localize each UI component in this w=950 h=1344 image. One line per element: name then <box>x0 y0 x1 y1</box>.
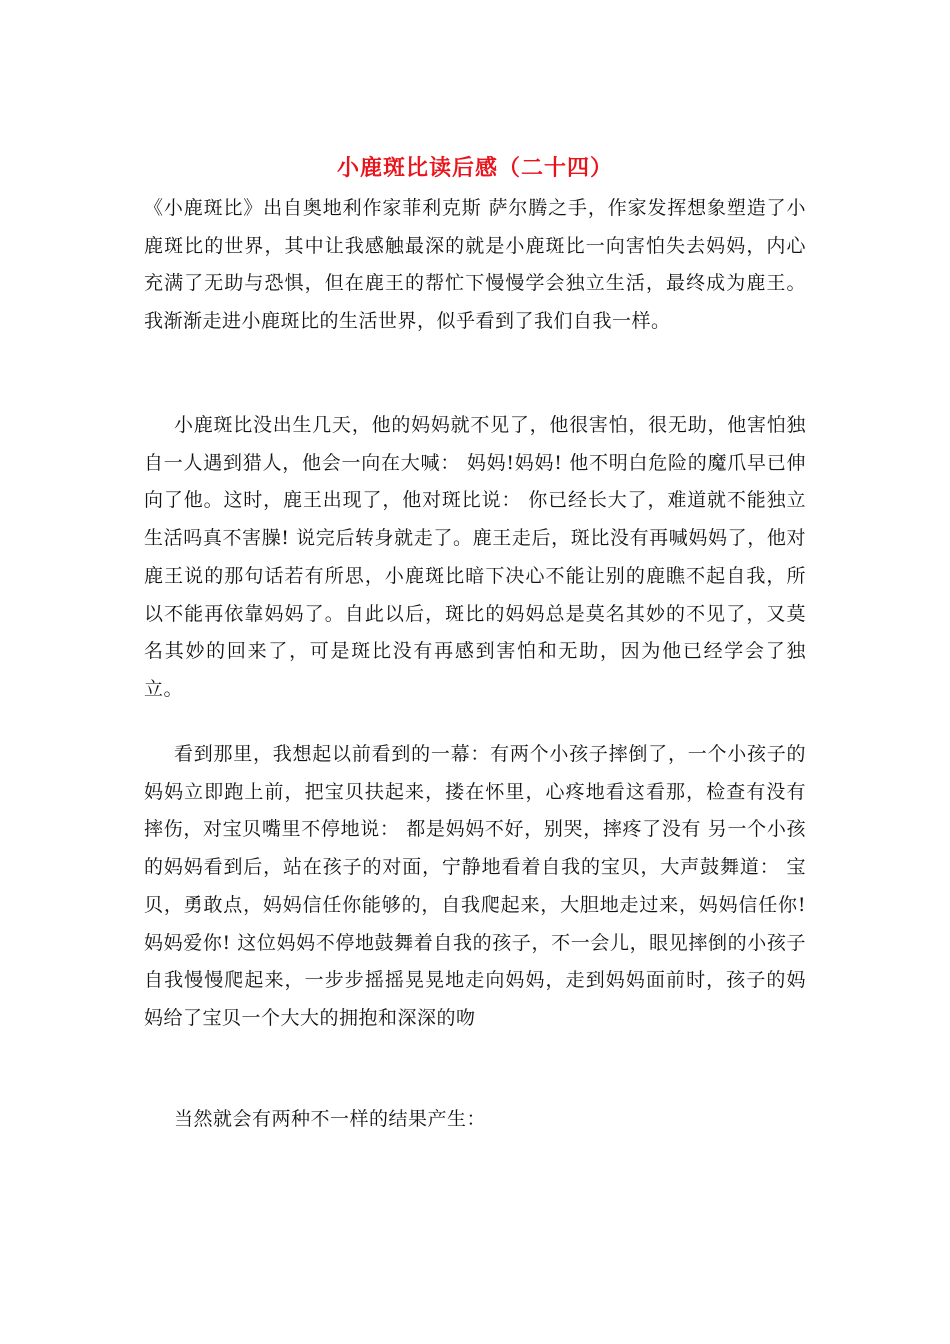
paragraph-result: 当然就会有两种不一样的结果产生： <box>174 1108 487 1130</box>
paragraph-story: 小鹿斑比没出生几天，他的妈妈就不见了，他很害怕，很无助，他害怕独自一人遇到猎人，他会一向在大喊： 妈妈!妈妈! 他不明白危险的魔爪早已伸向了他。这时，鹿王出现了，他对斑比说： 你已经长大了，难道就不能独立生活吗真不害臊! 说完后转身就走了。鹿王走后，斑比没有再喊妈妈了，他对鹿王说的那句话若有所思，小鹿斑比暗下决心不能让别的鹿瞧不起自我，所以不能再依靠妈妈了。自此以后，斑比的妈妈总是莫名其妙的不见了，又莫名其妙的回来了，可是斑比没有再感到害怕和无助，因为他已经学会了独立。 <box>144 414 806 700</box>
document-title: 小鹿斑比读后感（二十四） <box>336 155 613 181</box>
paragraph-intro: 《小鹿斑比》出自奥地利作家菲利克斯 萨尔腾之手，作家发挥想象塑造了小鹿斑比的世界，其中让我感触最深的就是小鹿斑比一向害怕失去妈妈，内心充满了无助与恐惧，但在鹿王的帮忙下慢慢学会独立生活，最终成为鹿王。我渐渐走进小鹿斑比的生活世界，似乎看到了我们自我一样。 <box>144 197 806 333</box>
paragraph-memory: 看到那里，我想起以前看到的一幕：有两个小孩子摔倒了，一个小孩子的妈妈立即跑上前，把宝贝扶起来，搂在怀里，心疼地看这看那，检查有没有摔伤，对宝贝嘴里不停地说： 都是妈妈不好，别哭，摔疼了没有 另一个小孩的妈妈看到后，站在孩子的对面，宁静地看着自我的宝贝，大声鼓舞道： 宝贝，勇敢点，妈妈信任你能够的，自我爬起来，大胆地走过来，妈妈信任你!妈妈爱你! 这位妈妈不停地鼓舞着自我的孩子，不一会儿，眼见摔倒的小孩子自我慢慢爬起来，一步步摇摇晃晃地走向妈妈，走到妈妈面前时，孩子的妈妈给了宝贝一个大大的拥抱和深深的吻 <box>144 743 806 1029</box>
